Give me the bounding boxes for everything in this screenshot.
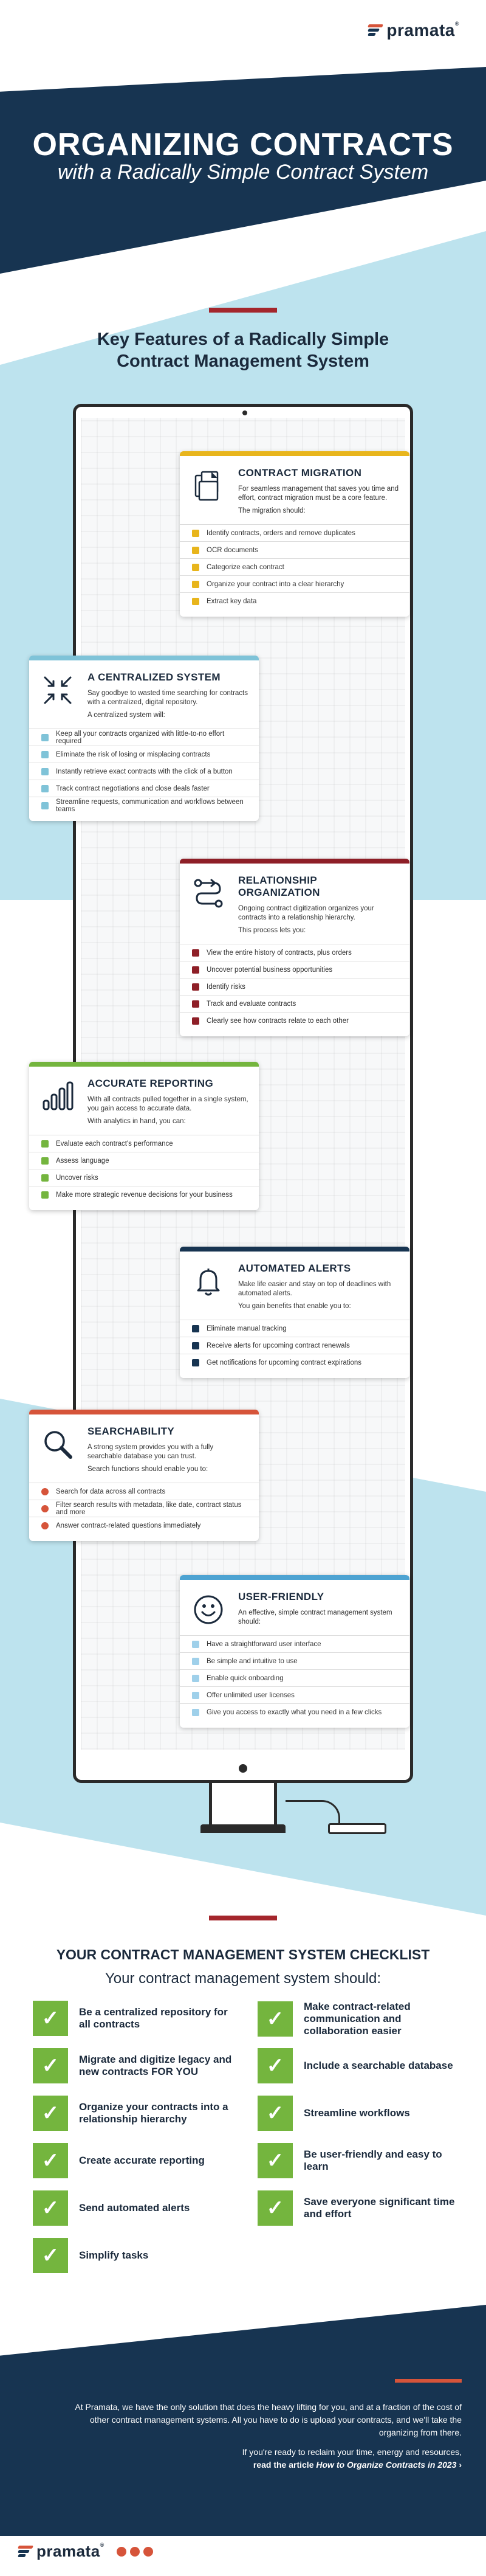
card-title: CONTRACT MIGRATION: [238, 467, 362, 479]
card-description: An effective, simple contract management system should:: [238, 1609, 392, 1626]
card-lead: With analytics in hand, you can:: [87, 1118, 186, 1125]
checklist-subtitle: Your contract management system should:: [104, 1970, 382, 1987]
bullet-square-icon: [41, 1157, 49, 1165]
list-item: Offer unlimited user licenses: [180, 1686, 409, 1703]
checklist-item: ✓ Make contract-related communication and collaboration easier: [258, 2001, 464, 2037]
footer-pramata-logo[interactable]: [18, 2542, 153, 2561]
checklist-item: ✓ Organize your contracts into a relationship hierarchy: [33, 2096, 239, 2131]
magnifier-icon: [41, 1428, 74, 1461]
hero-subtitle: with a Radically Simple Contract System: [57, 161, 429, 184]
list-item: Keep all your contracts organized with little-to-no effort required: [29, 729, 259, 746]
checklist-title: YOUR CONTRACT MANAGEMENT SYSTEM CHECKLIST: [56, 1947, 430, 1962]
list-item: Make more strategic revenue decisions for your business: [29, 1186, 259, 1203]
smiley-icon: [192, 1593, 225, 1626]
twitter-icon[interactable]: [130, 2547, 140, 2557]
card-accent: [180, 1575, 409, 1580]
bullet-square-icon: [192, 1359, 199, 1366]
list-item: Track and evaluate contracts: [180, 995, 409, 1012]
list-item: Evaluate each contract's performance: [29, 1135, 259, 1152]
bullet-square-icon: [41, 1174, 49, 1182]
card-lead: A centralized system will:: [87, 712, 165, 719]
bullet-dot-icon: [41, 1522, 49, 1529]
card-title: RELATIONSHIP ORGANIZATION: [238, 874, 320, 898]
list-item: Streamline requests, communication and workflows between teams: [29, 797, 259, 814]
checklist-item: ✓ Create accurate reporting: [33, 2143, 239, 2178]
checklist-item: ✓ Be a centralized repository for all contracts: [33, 2001, 239, 2036]
checklist-item: ✓ Simplify tasks: [33, 2238, 239, 2273]
checkmark-icon: ✓: [33, 2238, 68, 2273]
checklist-item: ✓ Be user-friendly and easy to learn: [258, 2143, 464, 2178]
checklist-item: ✓ Save everyone significant time and effort: [258, 2190, 464, 2226]
list-item: Receive alerts for upcoming contract renewals: [180, 1337, 409, 1354]
feature-card-automated-alerts: [180, 1247, 409, 1378]
bullet-square-icon: [41, 1191, 49, 1199]
relationship-flow-icon: [192, 877, 225, 910]
top-bar: [0, 0, 486, 73]
bullet-square-icon: [192, 1658, 199, 1665]
bell-icon: [192, 1265, 225, 1298]
card-list: [29, 725, 259, 821]
bullet-square-icon: [192, 581, 199, 588]
feature-card-searchability: [29, 1410, 259, 1541]
feature-card-accurate-reporting: [29, 1062, 259, 1210]
bar-chart-icon: [41, 1080, 74, 1113]
features-title: Key Features of a Radically Simple Contract Management System: [97, 330, 389, 371]
bullet-square-icon: [192, 564, 199, 571]
bullet-square-icon: [192, 530, 199, 537]
card-list: [180, 521, 409, 617]
bullet-square-icon: [192, 1675, 199, 1682]
card-accent: [180, 451, 409, 456]
card-list: [29, 1131, 259, 1210]
monitor-camera: [242, 410, 247, 415]
bullet-square-icon: [192, 1709, 199, 1716]
card-list: [180, 1632, 409, 1728]
bullet-square-icon: [192, 547, 199, 554]
list-item: Categorize each contract: [180, 558, 409, 575]
list-item: Track contract negotiations and close deals faster: [29, 780, 259, 797]
card-list: [180, 1316, 409, 1378]
footer-cta: [73, 2446, 462, 2471]
list-item: Eliminate the risk of losing or misplacing contracts: [29, 746, 259, 763]
checkmark-icon: ✓: [33, 2190, 68, 2226]
checklist-item: ✓ Include a searchable database: [258, 2048, 464, 2083]
bullet-square-icon: [41, 751, 49, 758]
card-title: USER-FRIENDLY: [238, 1591, 324, 1602]
card-description: Make life easier and stay on top of deadlines with automated alerts.: [238, 1281, 391, 1297]
linkedin-icon[interactable]: [117, 2547, 126, 2557]
checkmark-icon: ✓: [258, 2190, 293, 2226]
card-description: For seamless management that saves you time and effort, contract migration must be a core feature.: [238, 485, 399, 502]
card-lead: This process lets you:: [238, 927, 306, 934]
list-item: Identify risks: [180, 978, 409, 995]
bullet-square-icon: [192, 598, 199, 605]
section-divider: [209, 1916, 277, 1920]
card-lead: The migration should:: [238, 507, 306, 514]
list-item: Give you access to exactly what you need in a few clicks: [180, 1703, 409, 1720]
checkmark-icon: ✓: [33, 2143, 68, 2178]
feature-card-relationship-organization: [180, 859, 409, 1036]
bullet-square-icon: [41, 802, 49, 809]
bullet-square-icon: [41, 785, 49, 792]
checkmark-icon: ✓: [258, 2048, 293, 2083]
bullet-square-icon: [192, 1342, 199, 1349]
list-item: OCR documents: [180, 541, 409, 558]
feature-card-centralized-system: [29, 656, 259, 821]
list-item: Assess language: [29, 1152, 259, 1169]
bullet-square-icon: [192, 1692, 199, 1699]
list-item: Uncover potential business opportunities: [180, 961, 409, 978]
card-list: [180, 940, 409, 1036]
feature-card-contract-migration: [180, 451, 409, 617]
footer-cta-lead: If you're ready to reclaim your time, energy and resources,: [242, 2447, 462, 2457]
list-item: Eliminate manual tracking: [180, 1320, 409, 1337]
list-item: Enable quick onboarding: [180, 1669, 409, 1686]
card-title: A CENTRALIZED SYSTEM: [87, 671, 221, 683]
checkmark-icon: ✓: [258, 2096, 293, 2131]
pramata-logo[interactable]: [368, 21, 459, 40]
youtube-icon[interactable]: [143, 2547, 153, 2557]
list-item: Get notifications for upcoming contract expirations: [180, 1354, 409, 1371]
footer-text: At Pramata, we have the only solution that does the heavy lifting for you, and at a fraction of the cost of other contract management systems. All you have to do is upload your contracts, and we'll take the organizing from there.: [75, 2402, 462, 2437]
list-item: View the entire history of contracts, plus orders: [180, 944, 409, 961]
list-item: Organize your contract into a clear hierarchy: [180, 575, 409, 592]
card-list: [29, 1479, 259, 1541]
section-divider: [209, 308, 277, 313]
bullet-square-icon: [192, 949, 199, 957]
bullet-square-icon: [41, 734, 49, 741]
bullet-dot-icon: [41, 1488, 49, 1495]
checklist-item: ✓ Streamline workflows: [258, 2096, 464, 2131]
list-item: Clearly see how contracts relate to each other: [180, 1012, 409, 1029]
card-accent: [29, 1062, 259, 1067]
card-accent: [180, 1247, 409, 1252]
card-title: AUTOMATED ALERTS: [238, 1262, 351, 1274]
bullet-square-icon: [192, 966, 199, 974]
card-lead: Search functions should enable you to:: [87, 1466, 208, 1473]
card-lead: You gain benefits that enable you to:: [238, 1303, 351, 1310]
checkmark-icon: ✓: [33, 2048, 68, 2083]
list-item: Instantly retrieve exact contracts with the click of a button: [29, 763, 259, 780]
monitor-stand: [209, 1783, 277, 1827]
bullet-square-icon: [192, 983, 199, 991]
hero-title: ORGANIZING CONTRACTS: [32, 127, 454, 162]
list-item: Have a straightforward user interface: [180, 1635, 409, 1652]
documents-icon: [192, 469, 225, 502]
card-description: Say goodbye to wasted time searching for contracts with a centralized, digital repository.: [87, 690, 248, 706]
list-item: Answer contract-related questions immediately: [29, 1517, 259, 1534]
logo-wordmark: pramata®: [386, 21, 459, 40]
bullet-square-icon: [192, 1641, 199, 1648]
card-description: Ongoing contract digitization organizes your contracts into a relationship hierarchy.: [238, 905, 374, 921]
bullet-square-icon: [41, 1140, 49, 1148]
bullet-square-icon: [41, 768, 49, 775]
card-accent: [29, 1410, 259, 1414]
social-links: [117, 2547, 153, 2557]
bullet-square-icon: [192, 1325, 199, 1332]
checkmark-icon: ✓: [33, 2001, 68, 2036]
list-item: Uncover risks: [29, 1169, 259, 1186]
card-description: A strong system provides you with a fully searchable database you can trust.: [87, 1444, 214, 1460]
list-item: Be simple and intuitive to use: [180, 1652, 409, 1669]
bullet-square-icon: [192, 1000, 199, 1008]
card-description: With all contracts pulled together in a single system, you gain access to accurate data.: [87, 1096, 248, 1112]
centralize-arrows-icon: [41, 674, 74, 707]
monitor-power-button: [239, 1764, 247, 1773]
pramata-logo-mark-icon: [368, 24, 383, 36]
list-item: Extract key data: [180, 592, 409, 609]
checkmark-icon: ✓: [33, 2096, 68, 2131]
checkmark-icon: ✓: [258, 2001, 293, 2037]
pramata-logo-mark-icon: [18, 2546, 33, 2558]
bullet-dot-icon: [41, 1505, 49, 1512]
list-item: Search for data across all contracts: [29, 1483, 259, 1500]
checklist-item: ✓ Migrate and digitize legacy and new contracts FOR YOU: [33, 2048, 239, 2083]
footer-cta-link[interactable]: read the article How to Organize Contracts in 2023 ›: [253, 2460, 462, 2470]
card-accent: [180, 859, 409, 864]
monitor-stand-base: [200, 1824, 286, 1833]
checklist-item: ✓ Send automated alerts: [33, 2190, 239, 2226]
bullet-square-icon: [192, 1017, 199, 1025]
card-title: ACCURATE REPORTING: [87, 1078, 214, 1089]
list-item: Identify contracts, orders and remove duplicates: [180, 524, 409, 541]
feature-card-user-friendly: [180, 1575, 409, 1728]
checkmark-icon: ✓: [258, 2143, 293, 2178]
list-item: Filter search results with metadata, like date, contract status and more: [29, 1500, 259, 1517]
card-accent: [29, 656, 259, 660]
logo-wordmark: pramata®: [36, 2542, 104, 2560]
card-title: SEARCHABILITY: [87, 1425, 175, 1437]
mouse-icon: [328, 1823, 386, 1834]
footer-divider: [395, 2379, 462, 2383]
mouse-cord: [286, 1800, 340, 1824]
